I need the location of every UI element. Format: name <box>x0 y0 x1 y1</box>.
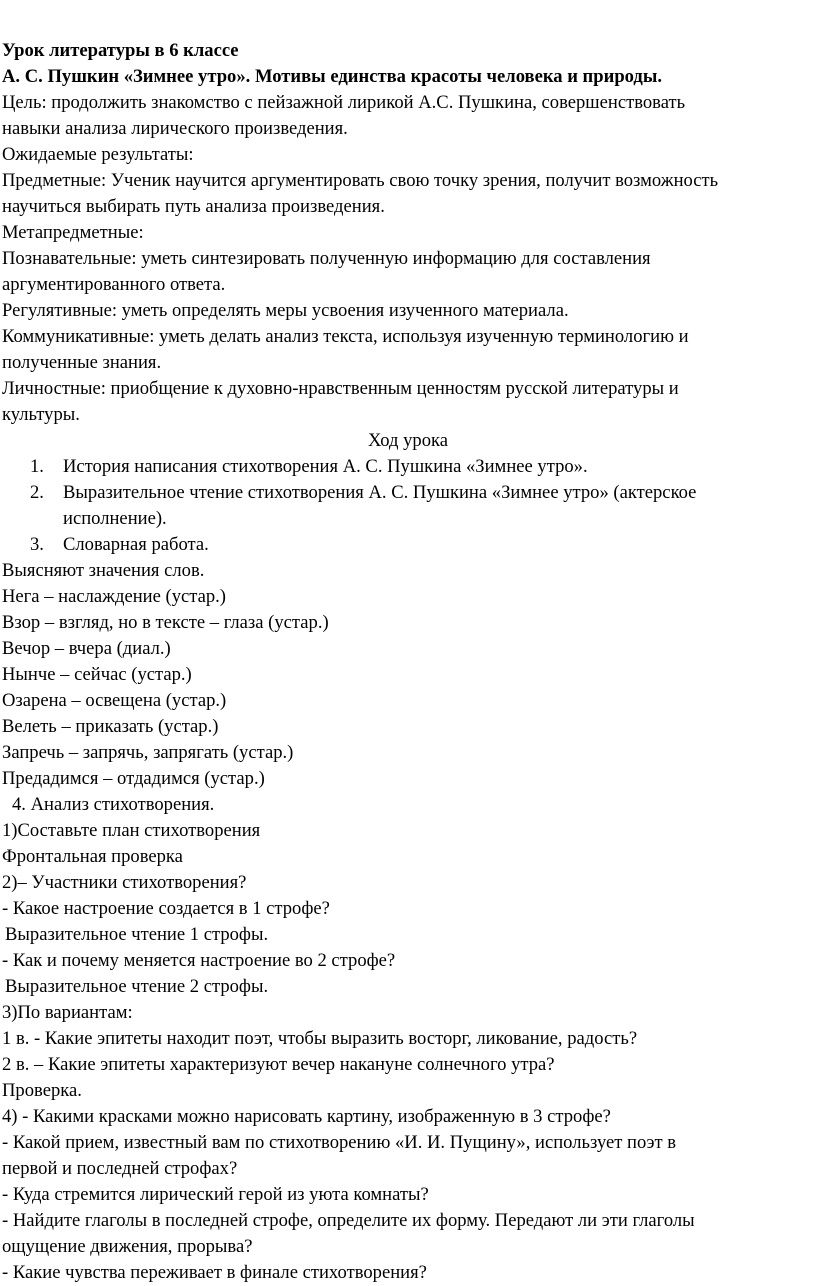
step-text: История написания стихотворения А. С. Пушкина «Зимнее утро». <box>63 456 588 477</box>
step-number: 2. <box>30 482 44 503</box>
analysis-line: Фронтальная проверка <box>2 846 183 867</box>
analysis-line: Проверка. <box>2 1080 82 1101</box>
goal-line-2: навыки анализа лирического произведения. <box>2 118 348 139</box>
lesson-step <box>0 532 783 558</box>
personal-results-1: Личностные: приобщение к духовно-нравственным ценностям русской литературы и <box>2 378 679 399</box>
analysis-heading: 4. Анализ стихотворения. <box>12 794 215 815</box>
analysis-line: 2)– Участники стихотворения? <box>2 872 247 893</box>
analysis-line: 4) - Какими красками можно нарисовать картину, изображенную в 3 строфе? <box>2 1106 611 1127</box>
vocab-item: Озарена – освещена (устар.) <box>2 690 227 711</box>
analysis-line: Выразительное чтение 2 строфы. <box>5 976 269 997</box>
meta-results: Метапредметные: <box>2 222 144 243</box>
analysis-line: 3)По вариантам: <box>2 1002 133 1023</box>
personal-results-2: культуры. <box>2 404 80 425</box>
vocab-item: Запречь – запрячь, запрягать (устар.) <box>2 742 294 763</box>
lesson-title: Урок литературы в 6 классе <box>2 40 239 61</box>
communicative-results-1: Коммуникативные: уметь делать анализ текста, используя изученную терминологию и <box>2 326 689 347</box>
analysis-line: - Какой прием, известный вам по стихотворению «И. И. Пущину», использует поэт в <box>2 1132 677 1153</box>
subject-results-1: Предметные: Ученик научится аргументировать свою точку зрения, получит возможность <box>2 170 719 191</box>
lesson-step <box>0 480 783 532</box>
cognitive-results-1: Познавательные: уметь синтезировать полученную информацию для составления <box>2 248 651 269</box>
vocab-item: Нега – наслаждение (устар.) <box>2 586 226 607</box>
analysis-line: 1)Составьте план стихотворения <box>2 820 261 841</box>
analysis-line: Выразительное чтение 1 строфы. <box>5 924 269 945</box>
step-text: Словарная работа. <box>63 534 209 555</box>
lesson-steps-list <box>0 454 816 558</box>
step-text: Выразительное чтение стихотворения А. С. Пушкина «Зимнее утро» (актерское исполнение). <box>63 482 697 529</box>
expected-results: Ожидаемые результаты: <box>2 144 194 165</box>
analysis-line: 1 в. - Какие эпитеты находит поэт, чтобы выразить восторг, ликование, радость? <box>2 1028 638 1049</box>
lesson-subtitle: А. С. Пушкин «Зимнее утро». Мотивы единства красоты человека и природы. <box>2 66 662 87</box>
vocab-intro: Выясняют значения слов. <box>2 560 205 581</box>
step-number: 1. <box>30 456 44 477</box>
goal-line-1: Цель: продолжить знакомство с пейзажной лирикой А.С. Пушкина, совершенствовать <box>2 92 686 113</box>
communicative-results-2: полученные знания. <box>2 352 162 373</box>
vocab-item: Предадимся – отдадимся (устар.) <box>2 768 265 789</box>
vocab-item: Нынче – сейчас (устар.) <box>2 664 192 685</box>
analysis-line: ощущение движения, прорыва? <box>2 1236 253 1257</box>
vocab-item: Велеть – приказать (устар.) <box>2 716 219 737</box>
analysis-line: - Как и почему меняется настроение во 2 строфе? <box>2 950 396 971</box>
lesson-step <box>0 454 783 480</box>
analysis-line: - Какое настроение создается в 1 строфе? <box>2 898 330 919</box>
step-number: 3. <box>30 534 44 555</box>
vocab-item: Вечор – вчера (диал.) <box>2 638 171 659</box>
analysis-line: 2 в. – Какие эпитеты характеризуют вечер накануне солнечного утра? <box>2 1054 555 1075</box>
analysis-line: - Найдите глаголы в последней строфе, определите их форму. Передают ли эти глаголы <box>2 1210 695 1231</box>
lesson-plan-heading: Ход урока <box>367 430 449 451</box>
regulatory-results: Регулятивные: уметь определять меры усвоения изученного материала. <box>2 300 569 321</box>
analysis-line: - Куда стремится лирический герой из уюта комнаты? <box>2 1184 429 1205</box>
subject-results-2: научиться выбирать путь анализа произведения. <box>2 196 385 217</box>
analysis-line: первой и последней строфах? <box>2 1158 238 1179</box>
cognitive-results-2: аргументированного ответа. <box>2 274 226 295</box>
analysis-line: - Какие чувства переживает в финале стихотворения? <box>2 1262 427 1283</box>
vocab-item: Взор – взгляд, но в тексте – глаза (устар.) <box>2 612 329 633</box>
